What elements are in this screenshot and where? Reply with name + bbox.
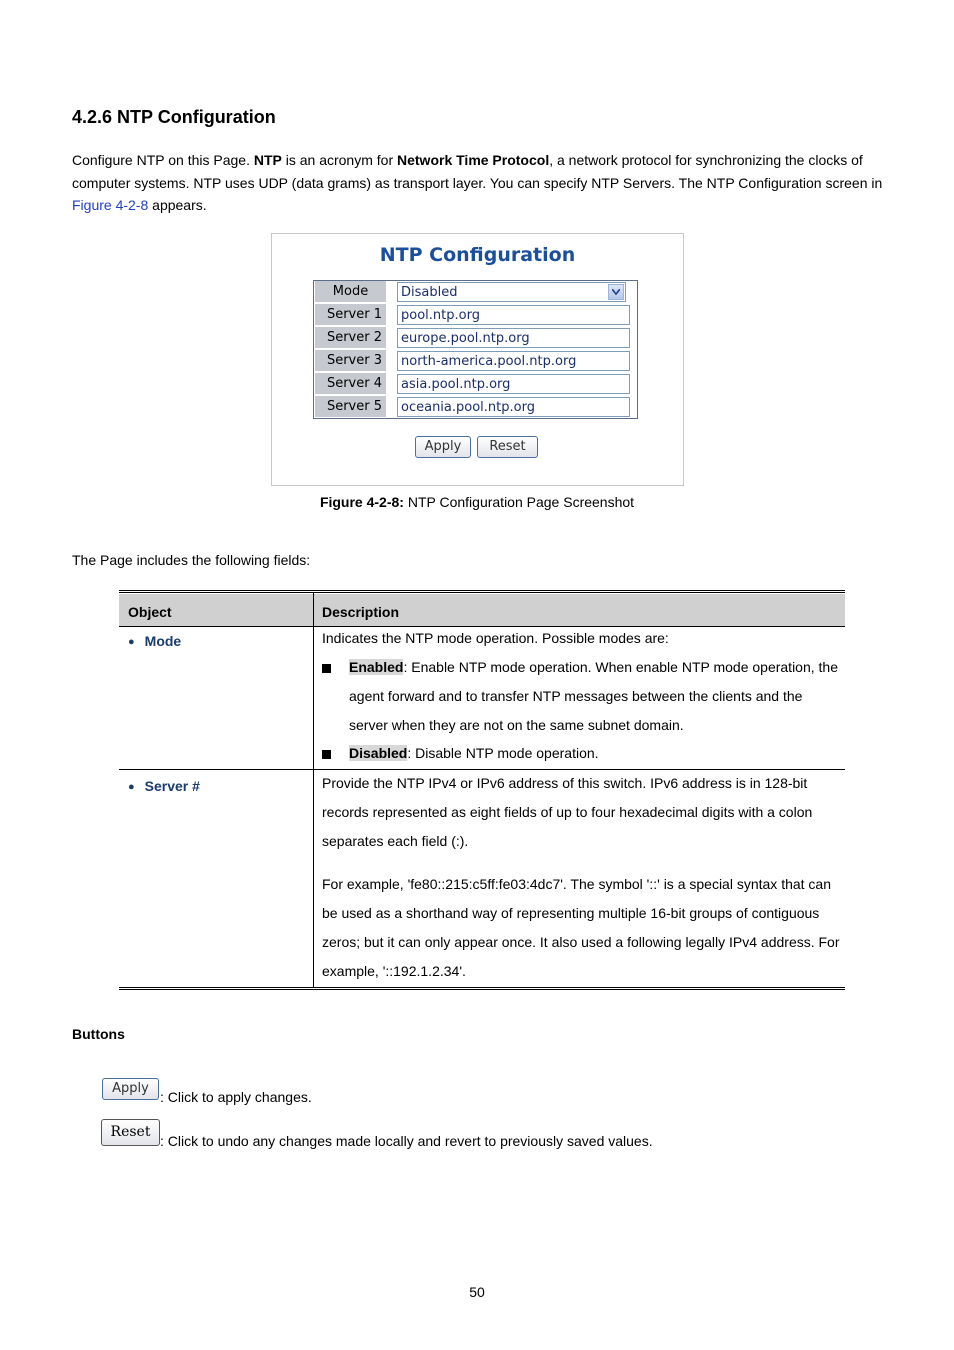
intro-text: appears. (148, 197, 207, 213)
intro-text: Configure NTP on this Page. (72, 152, 254, 168)
apply-button[interactable]: Apply (415, 436, 471, 458)
mode-disabled-desc (349, 739, 841, 768)
mode-intro: Indicates the NTP mode operation. Possible modes are: (322, 630, 669, 646)
server-desc-1: Provide the NTP IPv4 or IPv6 address of this switch. IPv6 address is in 128-bit records represented as eight fields of up to four hexadecimal digits with a colon separates each field (:). (322, 775, 813, 849)
server-label: Server 1 (315, 304, 387, 326)
page-number: 50 (469, 1284, 485, 1300)
buttons-title: Buttons (72, 1026, 125, 1042)
reset-button-desc: : Click to undo any changes made locally and revert to previously saved values. (160, 1133, 653, 1149)
server-2-input[interactable]: europe.pool.ntp.org (397, 328, 630, 348)
table-header (119, 594, 845, 627)
column-divider (313, 593, 314, 987)
object-mode-label: Mode (144, 633, 182, 649)
server-row (314, 396, 637, 418)
mode-row (314, 281, 637, 303)
server-label: Server 5 (315, 396, 387, 418)
header-description: Description (322, 604, 400, 620)
server-label: Server 4 (315, 373, 387, 395)
section-title: 4.2.6 NTP Configuration (72, 107, 276, 127)
server-5-input[interactable]: oceania.pool.ntp.org (397, 397, 630, 417)
apply-button-legend: Apply (102, 1078, 159, 1100)
reset-button[interactable]: Reset (477, 436, 538, 458)
object-server (128, 778, 200, 794)
caption-label: Figure 4-2-8: (319, 494, 404, 510)
reset-button-legend: Reset (101, 1119, 160, 1146)
server-3-input[interactable]: north-america.pool.ntp.org (397, 351, 630, 371)
bullet-dot: ● (128, 636, 135, 648)
server-row (314, 304, 637, 326)
chevron-down-icon[interactable] (608, 284, 624, 300)
intro-text: , a network protocol for synchronizing the clocks of computer systems. NTP uses UDP (data grams) as transport layer. You can specify NTP Servers. The NTP Configuration screen in (72, 152, 883, 191)
caption-text: NTP Configuration Page Screenshot (403, 494, 635, 510)
ntp-config-table (313, 280, 638, 419)
server-label: Server 3 (315, 350, 387, 372)
mode-select[interactable] (397, 282, 626, 302)
server-row (314, 373, 637, 395)
ntp-screenshot (271, 233, 684, 486)
intro-bold-ntp: NTP (253, 152, 282, 168)
object-mode (128, 633, 181, 649)
intro-text: is an acronym for (281, 152, 397, 168)
ntp-config-title: NTP Configuration (379, 244, 576, 266)
enabled-term: Enabled (349, 659, 404, 675)
mode-label: Mode (315, 281, 387, 303)
server-label: Server 2 (315, 327, 387, 349)
server-4-input[interactable]: asia.pool.ntp.org (397, 374, 630, 394)
server-desc-2: For example, 'fe80::215:c5ff:fe03:4dc7'. The symbol '::' is a special syntax that can be used as a shorthand way of representing multiple 16-bit groups of contiguous zeros; but it can only appear once. It also used a following legally IPv4 address. For example, '::192.1.2.34'. (322, 876, 840, 979)
intro-paragraph (72, 149, 892, 217)
square-bullet (322, 664, 331, 673)
mode-select-value: Disabled (401, 285, 458, 300)
intro-bold-protocol: Network Time Protocol (397, 152, 550, 168)
mode-enabled-desc (349, 653, 841, 740)
server-row (314, 327, 637, 349)
server-row (314, 350, 637, 372)
disabled-term: Disabled (349, 745, 408, 761)
header-object: Object (128, 604, 172, 620)
fields-table (119, 590, 845, 990)
figure-caption (0, 494, 954, 510)
bullet-dot: ● (128, 781, 135, 793)
object-server-label: Server # (144, 778, 200, 794)
fields-intro: The Page includes the following fields: (72, 552, 311, 568)
disabled-text: : Disable NTP mode operation. (407, 745, 599, 761)
square-bullet (322, 750, 331, 759)
enabled-text: : Enable NTP mode operation. When enable NTP mode operation, the agent forward and to transfer NTP messages between the clients and the server when they are not on the same subnet domain. (349, 659, 838, 733)
server-1-input[interactable]: pool.ntp.org (397, 305, 630, 325)
apply-button-desc: : Click to apply changes. (160, 1089, 312, 1105)
figure-link[interactable]: Figure 4-2-8 (72, 197, 149, 213)
